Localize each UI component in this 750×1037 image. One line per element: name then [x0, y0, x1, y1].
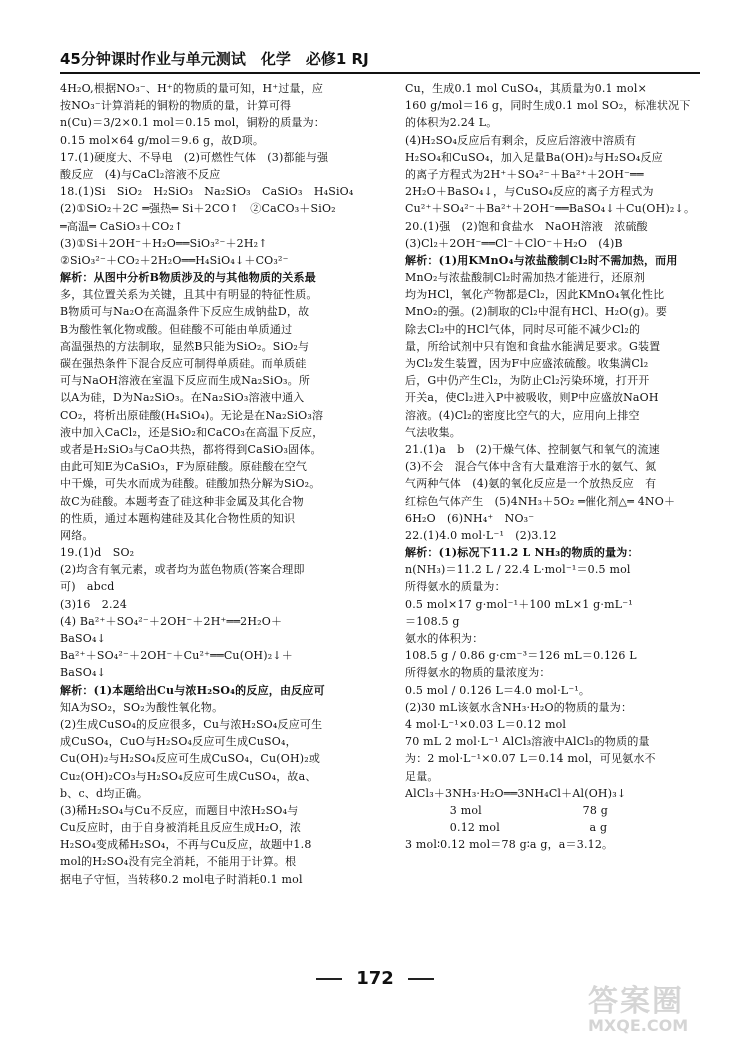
text-line: Ba²⁺＋SO₄²⁻＋2OH⁻＋Cu²⁺══Cu(OH)₂↓＋ — [60, 649, 293, 663]
text-line: 溶液。(4)Cl₂的密度比空气的大，应用向上排空 — [405, 408, 640, 422]
text-line: n(Cu)＝3/2×0.1 mol＝0.15 mol，铜粉的质量为： — [60, 116, 326, 130]
text-line: Cu，生成0.1 mol CuSO₄，其质量为0.1 mol× — [405, 82, 648, 95]
watermark-text: 答案圈 — [588, 984, 684, 1019]
text-line: 碳在强热条件下混合反应可制得单质硅。而单质硅 — [60, 357, 307, 370]
text-line: B为酸性氧化物或酸。但硅酸不可能由单质通过 — [60, 322, 293, 336]
text-line: 22.(1)4.0 mol·L⁻¹ (2)3.12 — [405, 528, 557, 542]
page-header — [60, 46, 700, 74]
text-line: 由此可知E为CaSiO₃，F为原硅酸。原硅酸在空气 — [60, 460, 308, 474]
text-line: 以A为硅，D为Na₂SiO₃。在Na₂SiO₃溶液中通入 — [60, 391, 305, 405]
text-line: 气两种气体 (4)氨的氧化反应是一个放热反应 有 — [405, 477, 657, 491]
text-line: 3 mol 78 g — [405, 803, 609, 817]
text-line: 或者是H₂SiO₃与CaO共热，都将得到CaSiO₃固体。 — [60, 442, 322, 456]
text-line: n(NH₃)＝11.2 L / 22.4 L·mol⁻¹＝0.5 mol — [405, 563, 631, 577]
text-line: 的离子方程式为2H⁺＋SO₄²⁻＋Ba²⁺＋2OH⁻══ — [405, 167, 644, 181]
text-line: 解析：(1)标况下11.2 L NH₃的物质的量为： — [405, 546, 639, 560]
text-line: 中干燥，可失水而成为硅酸。硅酸加热分解为SiO₂。 — [60, 477, 321, 491]
text-line: mol的H₂SO₄没有完全消耗，不能用于计算。根 — [60, 855, 297, 869]
text-line: 按NO₃⁻计算消耗的铜粉的物质的量，计算可得 — [60, 99, 292, 113]
text-line: (3)不会 混合气体中含有大量难溶于水的氨气、氮 — [405, 460, 657, 474]
footer-dash-left — [316, 978, 342, 980]
text-line: (2)30 mL该氨水含NH₃·H₂O的物质的量为： — [405, 700, 633, 714]
text-line: 酸反应 (4)与CaCl₂溶液不反应 — [60, 167, 221, 181]
text-line: 解析：(1)用KMnO₄与浓盐酸制Cl₂时不需加热，而用 — [405, 253, 678, 267]
text-line: 气法收集。 — [405, 425, 461, 439]
text-line: 的性质，通过本题构建硅及其化合物性质的知识 — [60, 511, 296, 525]
text-line: 0.15 mol×64 g/mol＝9.6 g，故D项。 — [60, 133, 265, 147]
text-line: Cu反应时，由于自身被消耗且反应生成H₂O，浓 — [60, 821, 302, 835]
text-line: 为Cl₂发生装置，因为F中应盛浓硫酸。收集满Cl₂ — [405, 357, 649, 370]
text-line: 可与NaOH溶液在室温下反应而生成Na₂SiO₃。所 — [60, 374, 311, 388]
left-column — [60, 80, 393, 888]
text-line: (4) Ba²⁺＋SO₄²⁻＋2OH⁻＋2H⁺══2H₂O＋ — [60, 614, 283, 628]
text-line: MnO₂的强。(2)制取的Cl₂中混有HCl、H₂O(g)。要 — [405, 305, 668, 319]
text-line: 多，其位置关系为关键，且其中有明显的特征性质。 — [60, 288, 318, 302]
text-line: 量，所给试剂中只有饱和食盐水能满足要求。G装置 — [405, 339, 661, 353]
text-line: 4H₂O,根据NO₃⁻、H⁺的物质的量可知，H⁺过量，应 — [60, 82, 324, 95]
text-line: 所得氨水的质量为： — [405, 580, 506, 594]
text-line: b、c、d均正确。 — [60, 786, 149, 800]
text-line: (2)①SiO₂＋2C ═强热═ Si＋2CO↑ ②CaCO₃＋SiO₂ — [60, 202, 336, 216]
text-line: 均为HCl，氧化产物都是Cl₂，因此KMnO₄氧化性比 — [405, 288, 665, 302]
text-line: B物质可与Na₂O在高温条件下反应生成钠盐D，故 — [60, 305, 310, 319]
text-line: 160 g/mol＝16 g，同时生成0.1 mol SO₂，标准状况下 — [405, 99, 691, 113]
text-line: 0.5 mol / 0.126 L＝4.0 mol·L⁻¹。 — [405, 683, 591, 697]
text-line: 解析：(1)本题给出Cu与浓H₂SO₄的反应，由反应可 — [60, 683, 325, 697]
text-line: CO₂，将析出原硅酸(H₄SiO₄)。无论是在Na₂SiO₃溶 — [60, 408, 324, 422]
text-line: (3)16 2.24 — [60, 597, 128, 611]
text-line: AlCl₃＋3NH₃·H₂O══3NH₄Cl＋Al(OH)₃↓ — [405, 786, 627, 800]
text-line: 解析：从图中分析B物质涉及的与其他物质的关系最 — [60, 271, 316, 285]
text-line: (3)Cl₂＋2OH⁻══Cl⁻＋ClO⁻＋H₂O (4)B — [405, 236, 623, 250]
text-line: 网络。 — [60, 528, 94, 542]
text-line: Cu₂(OH)₂CO₃与H₂SO₄反应可生成CuSO₄，故a、 — [60, 769, 317, 783]
text-line: 19.(1)d SO₂ — [60, 546, 135, 560]
text-line: 0.12 mol a g — [405, 821, 608, 835]
text-line: 108.5 g / 0.86 g·cm⁻³＝126 mL＝0.126 L — [405, 649, 637, 663]
text-line: ＝108.5 g — [405, 614, 460, 628]
text-line: MnO₂与浓盐酸制Cl₂时需加热才能进行，还原剂 — [405, 271, 645, 285]
text-line: 17.(1)硬度大、不导电 (2)可燃性气体 (3)都能与强 — [60, 150, 329, 164]
text-line: 足量。 — [405, 769, 439, 783]
text-line: 可) abcd — [60, 580, 115, 594]
text-line: 18.(1)Si SiO₂ H₂SiO₃ Na₂SiO₃ CaSiO₃ H₄SiO₄ — [60, 185, 354, 199]
text-line: (2)生成CuSO₄的反应很多，Cu与浓H₂SO₄反应可生 — [60, 717, 323, 731]
text-line: ②SiO₃²⁻＋CO₂＋2H₂O══H₄SiO₄↓＋CO₃²⁻ — [60, 253, 289, 267]
right-column — [405, 80, 703, 853]
text-line: 开关a，使Cl₂进入P中被吸收，则P中应盛放NaOH — [405, 391, 659, 405]
text-line: BaSO₄↓ — [60, 666, 107, 680]
text-line: 成CuSO₄，CuO与H₂SO₄反应可生成CuSO₄， — [60, 735, 297, 749]
text-line: 氨水的体积为： — [405, 632, 484, 645]
watermark-logo — [588, 976, 728, 1035]
text-line: (2)均含有氧元素，或者均为蓝色物质(答案合理即 — [60, 563, 305, 577]
text-line: 70 mL 2 mol·L⁻¹ AlCl₃溶液中AlCl₃的物质的量 — [405, 735, 650, 749]
text-line: H₂SO₄变成稀H₂SO₄，不再与Cu反应，故题中1.8 — [60, 838, 312, 852]
text-line: Cu(OH)₂与H₂SO₄反应可生成CuSO₄，Cu(OH)₂或 — [60, 752, 321, 766]
header-title: 45分钟课时作业与单元测试 化学 必修1 RJ — [60, 50, 369, 68]
text-line: H₂SO₄和CuSO₄，加入足量Ba(OH)₂与H₂SO₄反应 — [405, 150, 663, 164]
text-line: 高温强热的方法制取，显然B只能为SiO₂。SiO₂与 — [60, 339, 310, 353]
text-line: 为：2 mol·L⁻¹×0.07 L＝0.14 mol，可见氨水不 — [405, 752, 656, 766]
text-line: 据电子守恒，当转移0.2 mol电子时消耗0.1 mol — [60, 872, 303, 886]
text-line: Cu²⁺＋SO₄²⁻＋Ba²⁺＋2OH⁻══BaSO₄↓＋Cu(OH)₂↓。 — [405, 202, 696, 216]
text-line: 6H₂O (6)NH₄⁺ NO₃⁻ — [405, 511, 535, 525]
text-line: 20.(1)强 (2)饱和食盐水 NaOH溶液 浓硫酸 — [405, 219, 648, 233]
text-line: 液中加入CaCl₂，还是SiO₂和CaCO₃在高温下反应， — [60, 425, 324, 439]
text-line: 故C为硅酸。本题考查了硅这种非金属及其化合物 — [60, 494, 304, 508]
text-line: 21.(1)a b (2)干燥气体、控制氨气和氧气的流速 — [405, 442, 660, 456]
watermark-url: MXQE.COM — [588, 1016, 689, 1035]
text-line: 3 mol∶0.12 mol＝78 g∶a g，a＝3.12。 — [405, 838, 614, 852]
text-line: 0.5 mol×17 g·mol⁻¹＋100 mL×1 g·mL⁻¹ — [405, 597, 633, 611]
text-line: 2H₂O＋BaSO₄↓，与CuSO₄反应的离子方程式为 — [405, 185, 654, 199]
text-line: 4 mol·L⁻¹×0.03 L＝0.12 mol — [405, 717, 567, 731]
text-line: 红棕色气体产生 (5)4NH₃＋5O₂ ═催化剂△═ 4NO＋ — [405, 494, 676, 508]
text-line: 的体积为2.24 L。 — [405, 116, 498, 130]
text-line: 知A为SO₂，SO₂为酸性氧化物。 — [60, 700, 224, 714]
page-number: 172 — [356, 968, 394, 989]
text-line: (3)稀H₂SO₄与Cu不反应，而题目中浓H₂SO₄与 — [60, 803, 299, 817]
text-line: ═高温═ CaSiO₃＋CO₂↑ — [60, 219, 184, 233]
text-line: (4)H₂SO₄反应后有剩余，反应后溶液中溶质有 — [405, 133, 637, 147]
text-line: 所得氨水的物质的量浓度为： — [405, 666, 551, 680]
text-line: 除去Cl₂中的HCl气体，同时尽可能不减少Cl₂的 — [405, 322, 641, 336]
text-line: (3)①Si＋2OH⁻＋H₂O══SiO₃²⁻＋2H₂↑ — [60, 236, 268, 250]
text-line: BaSO₄↓ — [60, 632, 107, 645]
text-line: 后，G中仍产生Cl₂，为防止Cl₂污染环境，打开开 — [405, 374, 650, 388]
footer-dash-right — [408, 978, 434, 980]
